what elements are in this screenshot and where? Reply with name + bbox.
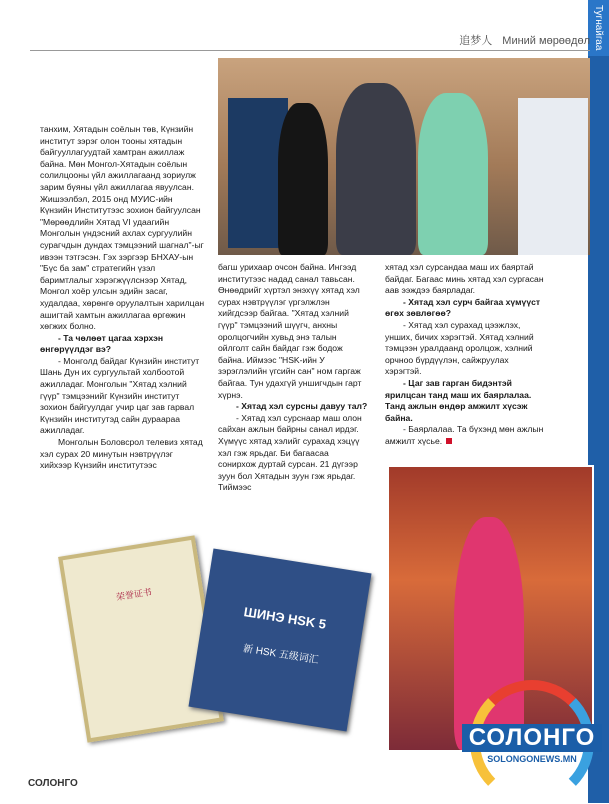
article-column-3 bbox=[385, 262, 545, 448]
article-column-2 bbox=[218, 262, 368, 494]
book-cover-photo bbox=[188, 548, 371, 731]
book-subtitle: 新 HSK 五级词汇 bbox=[242, 643, 320, 667]
col3-answer-1: - Хятад хэл сурахад цээжлэх, унших, бичих хэрэгтэй. Хятад хэлний тэмцээн уралдаанд оролцож, хэлний орчноо бүрдүүлэн, сайжруулах хэрэгтэй. bbox=[385, 319, 534, 377]
footer-magazine-name: СОЛОНГО bbox=[28, 778, 78, 789]
certificate-title: 荣誉证书 bbox=[115, 586, 153, 603]
col3-question-1: - Хятад хэл сурч байгаа хүмүүст өгөх зөвлөгөө? bbox=[385, 296, 541, 319]
col3-answer-2 bbox=[385, 424, 545, 447]
col1-question-1: - Та чөлөөт цагаа хэрхэн өнгөрүүлдэг вэ? bbox=[40, 332, 164, 355]
logo-name: СОЛОНГО bbox=[462, 724, 602, 752]
sidebar-tab: Тугнайгаа bbox=[588, 0, 609, 56]
article-column-1 bbox=[40, 124, 206, 472]
logo-url: SOLONGONEWS.MN bbox=[487, 754, 577, 764]
col3-answer-2-text: - Баярлалаа. Та бүхэнд мөн ажлын амжилт хүсье. bbox=[385, 424, 544, 446]
col1-para-2: Монголын Боловсрол телевиз хятад хэл сурах 20 минутын нэвтрүүлэг хийхээр Күнзийн институтээс bbox=[40, 437, 203, 471]
person-man-suit bbox=[336, 83, 416, 255]
header-title: Миний мөрөөдөл bbox=[502, 35, 590, 47]
solongo-logo bbox=[462, 680, 602, 775]
col1-answer-1: - Монголд байдаг Күнзийн институт Шань Дун их сургуультай холбоотой ажилладаг. Монголын "Хятад хэлний гүүр" тэмцээнийг Күнзийн институт зохион байгуулдаг учир цаг зав гарвал Күнзийн институтэд сайн дураараа ажилладаг. bbox=[40, 355, 200, 436]
header-chinese: 追梦人 bbox=[459, 35, 493, 47]
col3-question-2: - Цаг зав гарган бидэнтэй ярилцсан танд маш их баярлалаа. Танд ажлын өндөр амжилт хүсэж байна. bbox=[385, 377, 532, 423]
end-mark-icon bbox=[446, 438, 452, 444]
header-rule bbox=[30, 50, 590, 51]
page-header bbox=[420, 32, 590, 48]
book-title: ШИНЭ HSK 5 bbox=[242, 604, 328, 632]
person-woman-white bbox=[418, 93, 488, 255]
col3-para-1: хятад хэл сурсандаа маш их баяртай байдаг. Багаас минь хятад хэл сургасан аав ээждээ баярладаг. bbox=[385, 262, 544, 296]
col2-question-1: - Хятад хэл сурсны давуу тал? bbox=[236, 401, 368, 412]
col2-para-1: багш урихаар очсон байна. Ингээд институтээс надад санал тавьсан. Өнөөдрийг хүртэл энэхүү хятад хэл сурах нэвтрүүлэг үргэлжлэн хийгдсээр байгаа. "Хятад хэлний гүүр" тэмцээний шүүгч, анхны оролцогчийн хувьд энэ талын ойлголт сайн байдаг гэж бодож байна. Иймээс "HSK-ийн У зэрэглэлийн үгсийн сан" ном гаргаж байгаа. Тун удахгүй уншигчдын гарт хүрнэ. bbox=[218, 262, 362, 400]
col2-answer-1: - Хятад хэл сурснаар маш олон сайхан ажлын байрны санал ирдэг. Хүмүүс хятад хэлийг сурахад хэцүү хэл гэж ярьдаг. Би багаасаа сонирхож дуртай сурсан. 21 дүгээр зуун бол Хятадын зуун гэж ярьдаг. Тиймээс bbox=[218, 412, 362, 493]
person-woman-black bbox=[278, 103, 328, 255]
col1-para-1: танхим, Хятадын соёлын төв, Күнзийн институт зэрэг олон тооны хятадын байгууллагуудтай хамтран ажиллаж байна. Мөн Монгол-Хятадын соёлын солилцооны үйл ажиллагаанд зориулж зарим бүяны үйл ажиллагаа явуулсан. Жишээлбэл, 2015 онд МУИС-ийн Күнзийн Институтээс зохион байгуулсан "Мөрөөдлийн Хятад VI удаагийн Монголын үндэсний ахлах сургуулийн сурагчдын дундах тэмцээний шагнал"-ыг ивээн тэтгэсэн. Гэх зэргээр БНХАУ-ын "Бүс ба зам" стратегийн үзэл баримтлалыг хэрэгжүүлснээр Хятад, Монгол хоёр улсын эдийн засаг, худалдаа, хөрөнгө оруулалтын харилцан ашигтай хамтын ажиллагаа өргөжин хөгжих болно. bbox=[40, 124, 205, 332]
event-photo bbox=[218, 58, 590, 255]
banner-right bbox=[518, 98, 588, 255]
